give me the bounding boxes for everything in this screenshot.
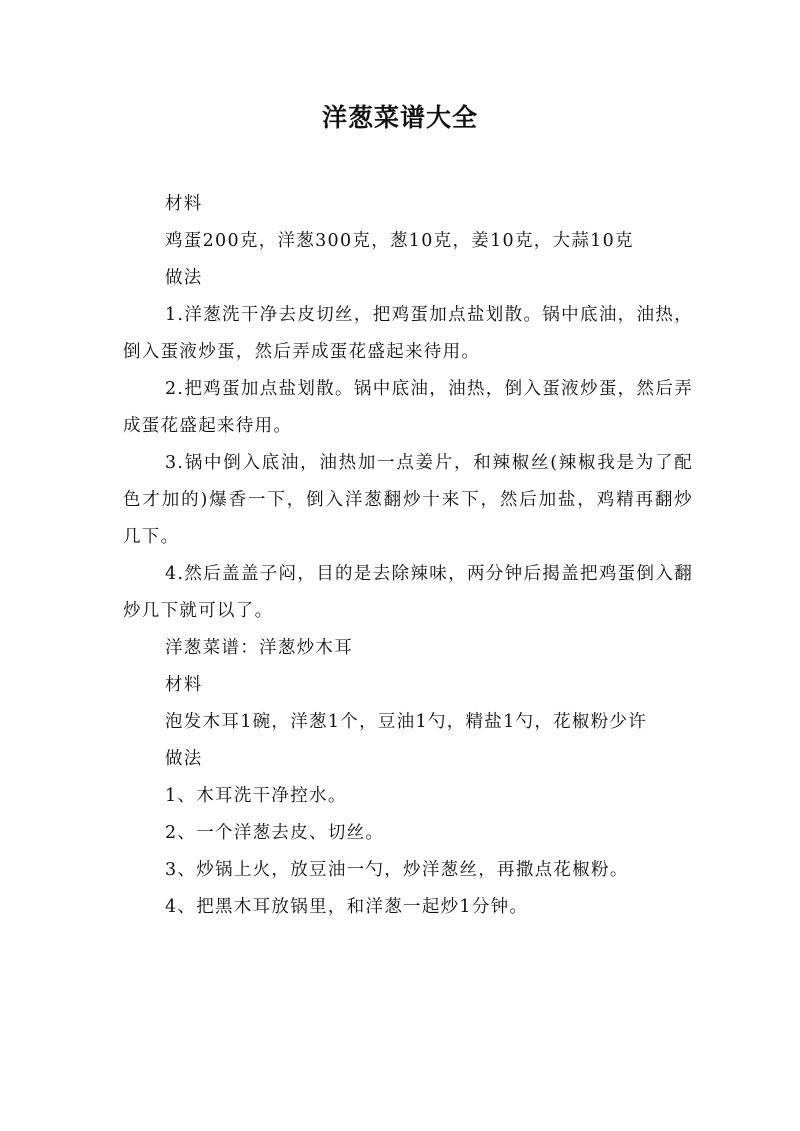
ingredients-text: 泡发木耳1碗，洋葱1个，豆油1勺，精盐1勺，花椒粉少许 bbox=[165, 712, 648, 732]
section-label-ingredients: 材料 bbox=[165, 194, 203, 214]
section-label-method: 做法 bbox=[165, 268, 203, 288]
section-label-ingredients: 材料 bbox=[165, 675, 203, 695]
step-paragraph: 4.然后盖盖子闷，目的是去除辣味，两分钟后揭盖把鸡蛋倒入翻炒几下就可以了。 bbox=[123, 564, 693, 621]
step-paragraph: 4、把黑木耳放锅里，和洋葱一起炒1分钟。 bbox=[165, 897, 529, 917]
section-label-method: 做法 bbox=[165, 749, 203, 769]
step-paragraph: 1、木耳洗干净控水。 bbox=[165, 786, 347, 806]
ingredients-text: 鸡蛋200克，洋葱300克，葱10克，姜10克，大蒜10克 bbox=[165, 231, 634, 251]
document-body bbox=[123, 186, 693, 926]
step-paragraph: 2.把鸡蛋加点盐划散。锅中底油，油热，倒入蛋液炒蛋，然后弄成蛋花盛起来待用。 bbox=[123, 379, 693, 436]
step-paragraph: 2、一个洋葱去皮、切丝。 bbox=[165, 823, 385, 843]
step-paragraph: 3.锅中倒入底油，油热加一点姜片，和辣椒丝(辣椒我是为了配色才加的)爆香一下，倒入洋葱翻炒十来下，然后加盐，鸡精再翻炒几下。 bbox=[123, 453, 693, 547]
document-title: 洋葱菜谱大全 bbox=[321, 103, 478, 132]
recipe-subtitle: 洋葱菜谱：洋葱炒木耳 bbox=[165, 638, 353, 658]
step-paragraph: 3、炒锅上火，放豆油一勺，炒洋葱丝，再撒点花椒粉。 bbox=[165, 860, 629, 880]
step-paragraph: 1.洋葱洗干净去皮切丝，把鸡蛋加点盐划散。锅中底油，油热，倒入蛋液炒蛋，然后弄成蛋花盛起来待用。 bbox=[123, 305, 693, 362]
